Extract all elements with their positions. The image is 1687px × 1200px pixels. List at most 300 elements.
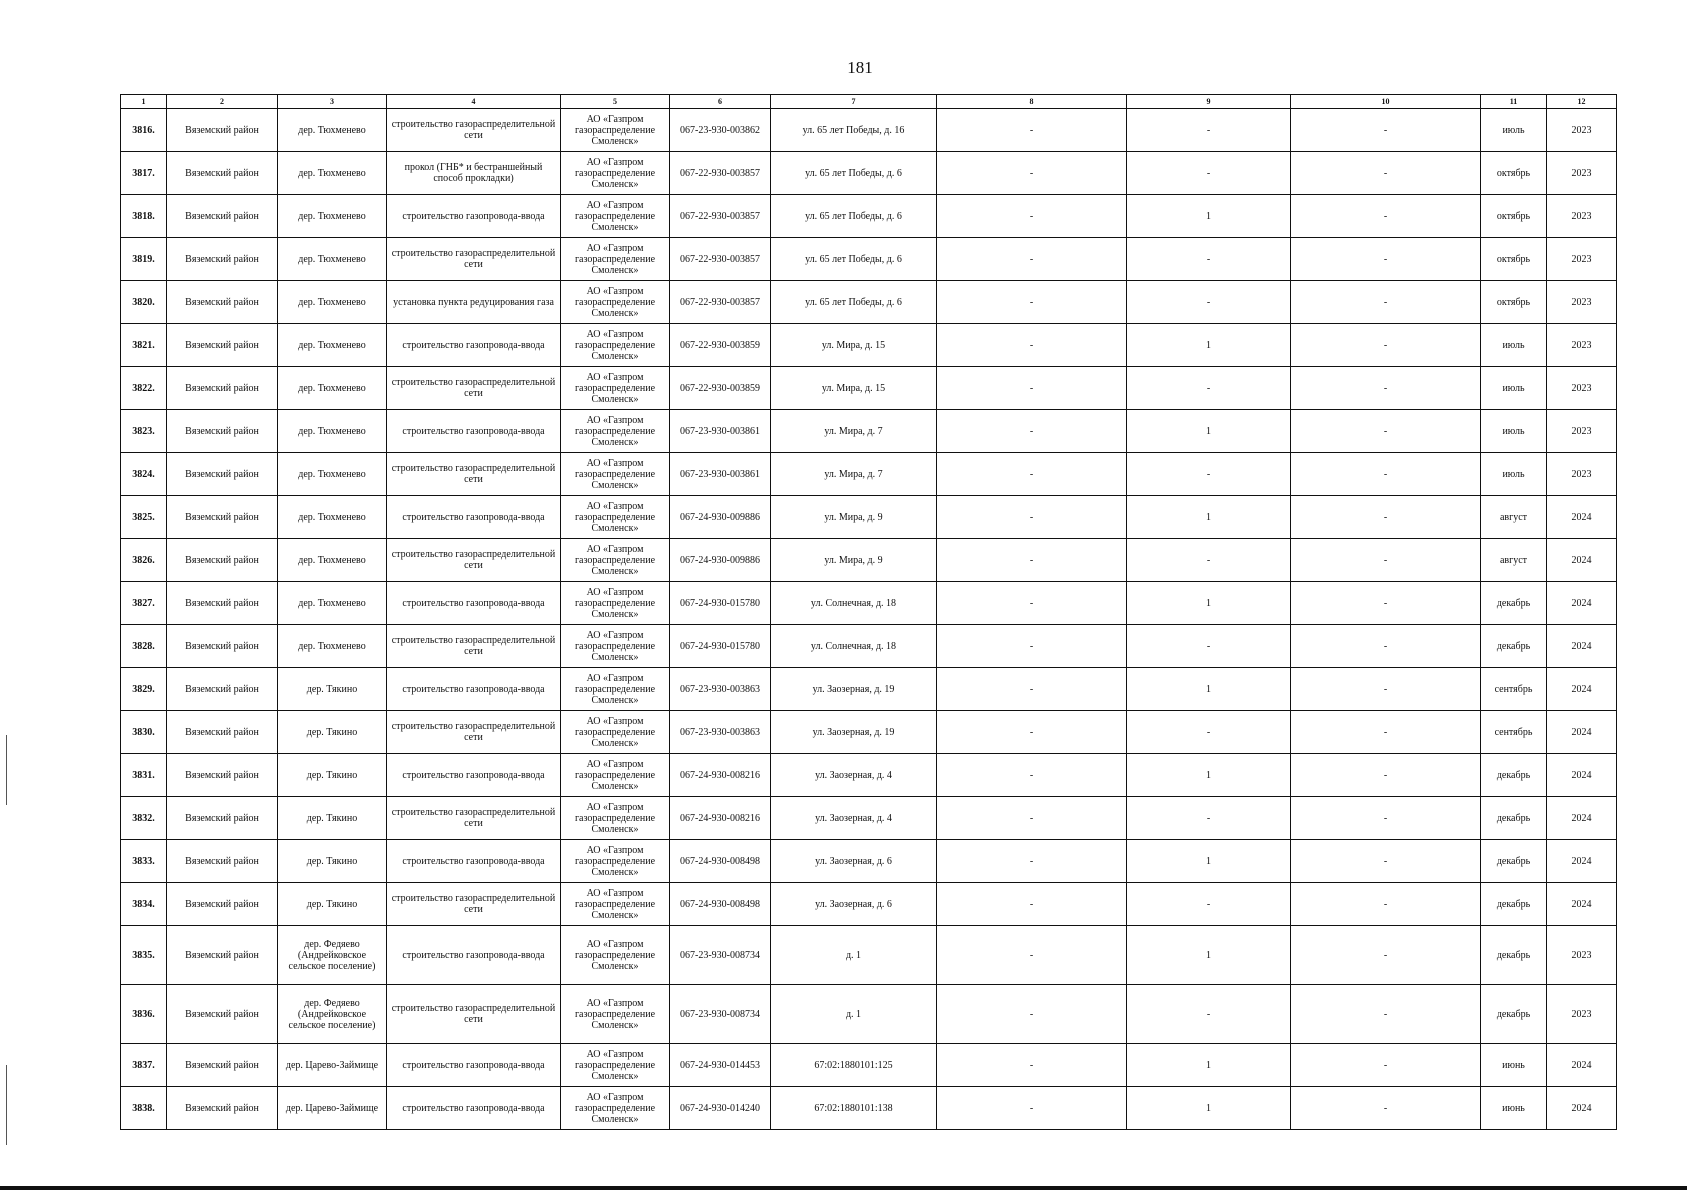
table-cell-col-12: 2024 [1547,1087,1617,1130]
table-cell-col-6: 067-24-930-008498 [670,840,771,883]
table-cell-col-6: 067-22-930-003857 [670,152,771,195]
table-cell-col-11: декабрь [1481,797,1547,840]
table-cell-col-5: АО «Газпром газораспределение Смоленск» [561,238,670,281]
table-cell-col-12: 2024 [1547,711,1617,754]
table-cell-col-8: - [937,1044,1127,1087]
table-cell-col-3: дер. Тюхменево [278,582,387,625]
table-cell-col-4: строительство газораспределительной сети [387,109,561,152]
table-cell-col-3: дер. Тюхменево [278,324,387,367]
table-cell-col-10: - [1291,152,1481,195]
table-cell-col-9: 1 [1127,496,1291,539]
table-cell-col-6: 067-22-930-003857 [670,238,771,281]
table-cell-col-2: Вяземский район [167,195,278,238]
table-cell-col-8: - [937,195,1127,238]
table-cell-col-12: 2024 [1547,754,1617,797]
table-cell-col-12: 2023 [1547,238,1617,281]
table-cell-col-8: - [937,152,1127,195]
table-cell-col-8: - [937,840,1127,883]
table-cell-col-9: 1 [1127,926,1291,985]
table-cell-col-5: АО «Газпром газораспределение Смоленск» [561,625,670,668]
table-cell-col-2: Вяземский район [167,238,278,281]
table-cell-col-3: дер. Тякино [278,797,387,840]
table-cell-col-6: 067-22-930-003857 [670,195,771,238]
table-row [121,883,1617,926]
table-cell-col-10: - [1291,883,1481,926]
table-cell-col-5: АО «Газпром газораспределение Смоленск» [561,109,670,152]
table-cell-col-3: дер. Тякино [278,840,387,883]
table-cell-col-3: дер. Тякино [278,754,387,797]
table-cell-col-8: - [937,496,1127,539]
column-header-6: 6 [670,95,771,109]
table-cell-col-7: ул. Мира, д. 9 [771,539,937,582]
table-row [121,410,1617,453]
table-cell-col-12: 2023 [1547,410,1617,453]
table-cell-col-6: 067-24-930-008498 [670,883,771,926]
table-cell-col-2: Вяземский район [167,281,278,324]
table-cell-col-4: строительство газораспределительной сети [387,453,561,496]
table-cell-col-7: ул. Мира, д. 7 [771,453,937,496]
table-cell-col-7: д. 1 [771,926,937,985]
column-header-9: 9 [1127,95,1291,109]
table-cell-col-3: дер. Царево-Займище [278,1087,387,1130]
table-cell-col-1: 3837. [121,1044,167,1087]
table-cell-col-10: - [1291,797,1481,840]
table-cell-col-9: - [1127,985,1291,1044]
table-row [121,582,1617,625]
table-cell-col-6: 067-23-930-008734 [670,926,771,985]
column-header-3: 3 [278,95,387,109]
table-cell-col-5: АО «Газпром газораспределение Смоленск» [561,152,670,195]
table-row [121,1087,1617,1130]
column-header-12: 12 [1547,95,1617,109]
table-cell-col-1: 3833. [121,840,167,883]
table-cell-col-5: АО «Газпром газораспределение Смоленск» [561,582,670,625]
table-cell-col-4: строительство газопровода-ввода [387,926,561,985]
table-cell-col-3: дер. Тюхменево [278,281,387,324]
table-cell-col-1: 3835. [121,926,167,985]
table-cell-col-5: АО «Газпром газораспределение Смоленск» [561,1044,670,1087]
table-cell-col-6: 067-24-930-014240 [670,1087,771,1130]
table-cell-col-12: 2023 [1547,324,1617,367]
table-cell-col-3: дер. Царево-Займище [278,1044,387,1087]
table-cell-col-9: 1 [1127,668,1291,711]
table-cell-col-5: АО «Газпром газораспределение Смоленск» [561,985,670,1044]
table-cell-col-10: - [1291,1044,1481,1087]
table-cell-col-11: декабрь [1481,840,1547,883]
table-cell-col-8: - [937,625,1127,668]
table-row [121,926,1617,985]
table-row [121,109,1617,152]
table-cell-col-7: ул. Заозерная, д. 4 [771,754,937,797]
table-cell-col-6: 067-24-930-009886 [670,496,771,539]
table-cell-col-4: строительство газораспределительной сети [387,625,561,668]
table-cell-col-4: строительство газопровода-ввода [387,324,561,367]
table-cell-col-7: ул. Заозерная, д. 19 [771,711,937,754]
table-cell-col-11: декабрь [1481,582,1547,625]
table-cell-col-6: 067-24-930-014453 [670,1044,771,1087]
column-header-11: 11 [1481,95,1547,109]
table-cell-col-12: 2024 [1547,668,1617,711]
table-cell-col-5: АО «Газпром газораспределение Смоленск» [561,668,670,711]
table-cell-col-2: Вяземский район [167,582,278,625]
table-cell-col-7: ул. Заозерная, д. 19 [771,668,937,711]
table-cell-col-4: строительство газораспределительной сети [387,711,561,754]
table-cell-col-5: АО «Газпром газораспределение Смоленск» [561,926,670,985]
table-cell-col-9: 1 [1127,324,1291,367]
table-cell-col-4: строительство газопровода-ввода [387,582,561,625]
table-cell-col-1: 3826. [121,539,167,582]
table-cell-col-11: октябрь [1481,195,1547,238]
table-row [121,367,1617,410]
table-cell-col-3: дер. Федяево (Андрейковское сельское поселение) [278,926,387,985]
table-cell-col-6: 067-24-930-015780 [670,625,771,668]
table-cell-col-2: Вяземский район [167,324,278,367]
table-cell-col-5: АО «Газпром газораспределение Смоленск» [561,324,670,367]
table-cell-col-12: 2024 [1547,496,1617,539]
table-cell-col-8: - [937,453,1127,496]
table-cell-col-2: Вяземский район [167,453,278,496]
table-cell-col-7: ул. Мира, д. 15 [771,367,937,410]
table-cell-col-11: июнь [1481,1044,1547,1087]
table-cell-col-9: - [1127,367,1291,410]
table-cell-col-2: Вяземский район [167,539,278,582]
table-cell-col-2: Вяземский район [167,926,278,985]
table-row [121,195,1617,238]
table-cell-col-3: дер. Тюхменево [278,496,387,539]
table-cell-col-8: - [937,926,1127,985]
table-cell-col-8: - [937,797,1127,840]
table-cell-col-4: строительство газораспределительной сети [387,367,561,410]
table-cell-col-7: ул. 65 лет Победы, д. 6 [771,195,937,238]
column-header-10: 10 [1291,95,1481,109]
table-cell-col-4: установка пункта редуцирования газа [387,281,561,324]
table-cell-col-11: октябрь [1481,152,1547,195]
table-cell-col-7: ул. 65 лет Победы, д. 6 [771,238,937,281]
table-cell-col-3: дер. Федяево (Андрейковское сельское поселение) [278,985,387,1044]
table-cell-col-10: - [1291,453,1481,496]
table-cell-col-9: - [1127,152,1291,195]
column-header-2: 2 [167,95,278,109]
table-cell-col-5: АО «Газпром газораспределение Смоленск» [561,840,670,883]
table-cell-col-5: АО «Газпром газораспределение Смоленск» [561,754,670,797]
table-cell-col-7: ул. Заозерная, д. 6 [771,840,937,883]
table-cell-col-7: ул. Солнечная, д. 18 [771,625,937,668]
table-header-row [121,95,1617,109]
table-cell-col-2: Вяземский район [167,367,278,410]
table-cell-col-9: - [1127,238,1291,281]
table-cell-col-1: 3830. [121,711,167,754]
table-cell-col-10: - [1291,985,1481,1044]
table-cell-col-8: - [937,410,1127,453]
table-cell-col-10: - [1291,582,1481,625]
column-header-7: 7 [771,95,937,109]
table-cell-col-9: 1 [1127,195,1291,238]
table-row [121,625,1617,668]
table-cell-col-1: 3825. [121,496,167,539]
table-cell-col-11: июль [1481,410,1547,453]
table-cell-col-8: - [937,985,1127,1044]
table-cell-col-7: д. 1 [771,985,937,1044]
table-row [121,152,1617,195]
table-cell-col-12: 2023 [1547,195,1617,238]
table-cell-col-9: - [1127,625,1291,668]
table-cell-col-7: ул. Мира, д. 15 [771,324,937,367]
table-cell-col-6: 067-23-930-003861 [670,453,771,496]
table-row [121,754,1617,797]
table-cell-col-5: АО «Газпром газораспределение Смоленск» [561,496,670,539]
table-cell-col-4: строительство газораспределительной сети [387,883,561,926]
table-cell-col-11: сентябрь [1481,711,1547,754]
table-cell-col-9: - [1127,797,1291,840]
table-cell-col-12: 2024 [1547,582,1617,625]
table-cell-col-4: прокол (ГНБ* и бестраншейный способ прокладки) [387,152,561,195]
table-cell-col-8: - [937,711,1127,754]
table-cell-col-2: Вяземский район [167,883,278,926]
table-cell-col-6: 067-23-930-003863 [670,711,771,754]
table-cell-col-7: ул. 65 лет Победы, д. 16 [771,109,937,152]
table-cell-col-10: - [1291,926,1481,985]
table-cell-col-12: 2023 [1547,926,1617,985]
table-cell-col-3: дер. Тюхменево [278,238,387,281]
table-cell-col-1: 3818. [121,195,167,238]
table-cell-col-6: 067-24-930-009886 [670,539,771,582]
table-cell-col-11: декабрь [1481,926,1547,985]
table-cell-col-7: ул. 65 лет Победы, д. 6 [771,281,937,324]
table-cell-col-4: строительство газопровода-ввода [387,1044,561,1087]
table-cell-col-7: ул. 65 лет Победы, д. 6 [771,152,937,195]
table-row [121,281,1617,324]
column-header-4: 4 [387,95,561,109]
table-cell-col-9: 1 [1127,410,1291,453]
table-cell-col-2: Вяземский район [167,985,278,1044]
table-cell-col-3: дер. Тюхменево [278,195,387,238]
bottom-rule [0,1186,1687,1190]
table-cell-col-6: 067-24-930-008216 [670,754,771,797]
table-cell-col-11: октябрь [1481,281,1547,324]
table-cell-col-4: строительство газораспределительной сети [387,238,561,281]
table-cell-col-4: строительство газораспределительной сети [387,539,561,582]
table-cell-col-11: июнь [1481,1087,1547,1130]
table-cell-col-5: АО «Газпром газораспределение Смоленск» [561,453,670,496]
table-cell-col-10: - [1291,367,1481,410]
table-cell-col-10: - [1291,195,1481,238]
table-cell-col-12: 2024 [1547,539,1617,582]
table-cell-col-8: - [937,281,1127,324]
table-cell-col-3: дер. Тюхменево [278,109,387,152]
table-cell-col-1: 3820. [121,281,167,324]
table-row [121,496,1617,539]
table-cell-col-8: - [937,582,1127,625]
table-cell-col-6: 067-24-930-008216 [670,797,771,840]
table-cell-col-4: строительство газопровода-ввода [387,1087,561,1130]
table-cell-col-11: декабрь [1481,754,1547,797]
table-cell-col-10: - [1291,281,1481,324]
table-cell-col-2: Вяземский район [167,625,278,668]
table-cell-col-2: Вяземский район [167,1044,278,1087]
table-cell-col-10: - [1291,324,1481,367]
table-cell-col-5: АО «Газпром газораспределение Смоленск» [561,281,670,324]
table-cell-col-8: - [937,883,1127,926]
margin-mark [6,735,7,805]
column-header-5: 5 [561,95,670,109]
table-cell-col-12: 2023 [1547,109,1617,152]
table-cell-col-5: АО «Газпром газораспределение Смоленск» [561,539,670,582]
table-cell-col-1: 3822. [121,367,167,410]
table-row [121,840,1617,883]
table-row [121,985,1617,1044]
table-cell-col-12: 2023 [1547,281,1617,324]
table-cell-col-2: Вяземский район [167,152,278,195]
table-cell-col-6: 067-22-930-003857 [670,281,771,324]
table-cell-col-3: дер. Тюхменево [278,367,387,410]
table-cell-col-5: АО «Газпром газораспределение Смоленск» [561,367,670,410]
table-cell-col-8: - [937,668,1127,711]
table-cell-col-1: 3831. [121,754,167,797]
table-cell-col-7: ул. Мира, д. 7 [771,410,937,453]
table-cell-col-11: август [1481,496,1547,539]
table-cell-col-1: 3817. [121,152,167,195]
column-header-1: 1 [121,95,167,109]
table-cell-col-12: 2024 [1547,797,1617,840]
table-cell-col-10: - [1291,625,1481,668]
table-cell-col-12: 2023 [1547,152,1617,195]
table-cell-col-2: Вяземский район [167,496,278,539]
table-cell-col-9: 1 [1127,1087,1291,1130]
table-cell-col-6: 067-23-930-008734 [670,985,771,1044]
table-cell-col-9: - [1127,883,1291,926]
table-cell-col-9: 1 [1127,582,1291,625]
table-cell-col-10: - [1291,754,1481,797]
table-cell-col-11: декабрь [1481,985,1547,1044]
table-cell-col-11: декабрь [1481,625,1547,668]
table-cell-col-11: декабрь [1481,883,1547,926]
table-cell-col-3: дер. Тюхменево [278,625,387,668]
table-body [121,109,1617,1130]
table-cell-col-12: 2024 [1547,883,1617,926]
table-cell-col-12: 2024 [1547,625,1617,668]
table-row [121,324,1617,367]
table-cell-col-8: - [937,109,1127,152]
table-cell-col-11: сентябрь [1481,668,1547,711]
table-cell-col-9: - [1127,711,1291,754]
table-cell-col-1: 3824. [121,453,167,496]
table-cell-col-9: - [1127,281,1291,324]
table-cell-col-11: июль [1481,109,1547,152]
table-cell-col-10: - [1291,539,1481,582]
table-cell-col-1: 3838. [121,1087,167,1130]
table-cell-col-2: Вяземский район [167,109,278,152]
table-cell-col-2: Вяземский район [167,754,278,797]
table-cell-col-1: 3816. [121,109,167,152]
table-cell-col-2: Вяземский район [167,410,278,453]
table-cell-col-2: Вяземский район [167,668,278,711]
table-cell-col-4: строительство газораспределительной сети [387,985,561,1044]
table-cell-col-11: июль [1481,453,1547,496]
table-cell-col-12: 2023 [1547,985,1617,1044]
table-cell-col-4: строительство газопровода-ввода [387,496,561,539]
table-cell-col-6: 067-23-930-003861 [670,410,771,453]
table-cell-col-10: - [1291,668,1481,711]
table-cell-col-2: Вяземский район [167,1087,278,1130]
table-row [121,797,1617,840]
table-cell-col-2: Вяземский район [167,797,278,840]
table-row [121,453,1617,496]
table-cell-col-5: АО «Газпром газораспределение Смоленск» [561,797,670,840]
table-cell-col-8: - [937,539,1127,582]
table-cell-col-11: октябрь [1481,238,1547,281]
table-cell-col-6: 067-23-930-003863 [670,668,771,711]
table-cell-col-4: строительство газопровода-ввода [387,754,561,797]
table-cell-col-4: строительство газораспределительной сети [387,797,561,840]
table-cell-col-1: 3836. [121,985,167,1044]
table-cell-col-7: ул. Заозерная, д. 6 [771,883,937,926]
table-cell-col-8: - [937,367,1127,410]
table-cell-col-3: дер. Тякино [278,883,387,926]
margin-mark [6,1065,7,1145]
table-cell-col-8: - [937,1087,1127,1130]
table-cell-col-1: 3821. [121,324,167,367]
table-cell-col-5: АО «Газпром газораспределение Смоленск» [561,195,670,238]
table-cell-col-11: август [1481,539,1547,582]
table-cell-col-3: дер. Тюхменево [278,410,387,453]
table-row [121,668,1617,711]
table-cell-col-10: - [1291,840,1481,883]
table-cell-col-9: 1 [1127,754,1291,797]
table-cell-col-3: дер. Тякино [278,668,387,711]
table-cell-col-2: Вяземский район [167,711,278,754]
table-row [121,1044,1617,1087]
table-cell-col-10: - [1291,109,1481,152]
table-cell-col-12: 2024 [1547,1044,1617,1087]
table-cell-col-10: - [1291,711,1481,754]
table-cell-col-7: 67:02:1880101:138 [771,1087,937,1130]
table-cell-col-5: АО «Газпром газораспределение Смоленск» [561,410,670,453]
table-cell-col-7: ул. Заозерная, д. 4 [771,797,937,840]
table-cell-col-7: ул. Солнечная, д. 18 [771,582,937,625]
table-cell-col-7: 67:02:1880101:125 [771,1044,937,1087]
table-cell-col-9: 1 [1127,840,1291,883]
table-cell-col-8: - [937,324,1127,367]
table-cell-col-1: 3829. [121,668,167,711]
table-cell-col-6: 067-22-930-003859 [670,324,771,367]
table-cell-col-8: - [937,754,1127,797]
table-cell-col-1: 3834. [121,883,167,926]
table-cell-col-9: - [1127,109,1291,152]
column-header-8: 8 [937,95,1127,109]
table-cell-col-11: июль [1481,367,1547,410]
table-cell-col-10: - [1291,238,1481,281]
table-cell-col-1: 3832. [121,797,167,840]
table-cell-col-6: 067-23-930-003862 [670,109,771,152]
page-number: 181 [847,58,873,77]
table-row [121,711,1617,754]
table-cell-col-2: Вяземский район [167,840,278,883]
table-cell-col-11: июль [1481,324,1547,367]
table-cell-col-8: - [937,238,1127,281]
table-cell-col-12: 2023 [1547,453,1617,496]
table-cell-col-1: 3823. [121,410,167,453]
table-cell-col-3: дер. Тюхменево [278,453,387,496]
table-cell-col-10: - [1291,496,1481,539]
table-cell-col-3: дер. Тюхменево [278,539,387,582]
table-cell-col-12: 2024 [1547,840,1617,883]
table-cell-col-9: - [1127,453,1291,496]
table-cell-col-10: - [1291,1087,1481,1130]
table-row [121,238,1617,281]
table-cell-col-4: строительство газопровода-ввода [387,410,561,453]
table-cell-col-5: АО «Газпром газораспределение Смоленск» [561,711,670,754]
construction-schedule-table [120,94,1617,1130]
